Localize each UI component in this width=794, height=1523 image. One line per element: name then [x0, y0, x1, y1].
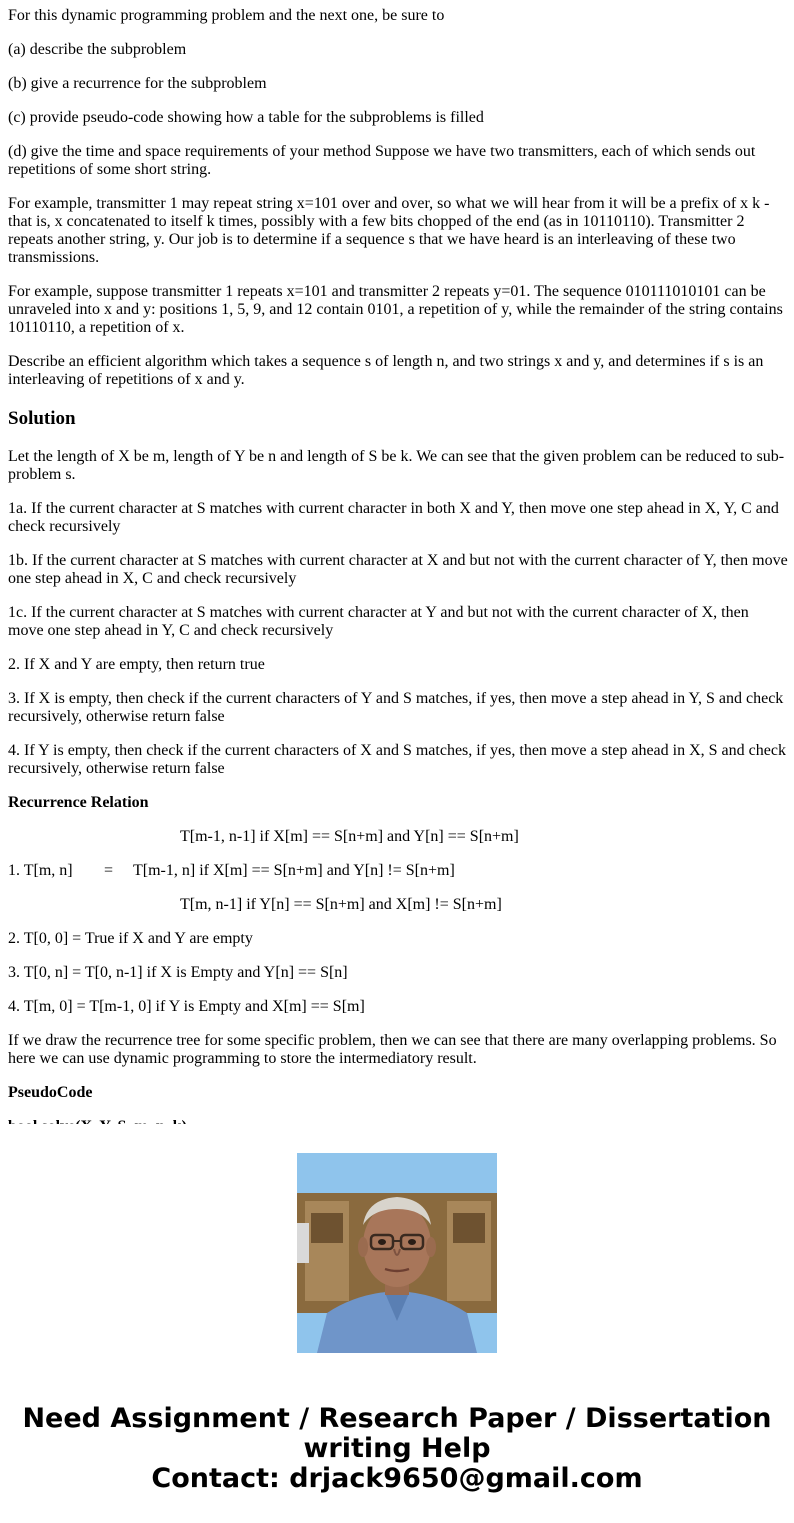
- promo-banner: [0, 1124, 794, 1523]
- author-portrait-image: [297, 1153, 497, 1353]
- pseudocode-heading: PseudoCode: [8, 1084, 93, 1101]
- solution-heading: Solution: [8, 408, 76, 429]
- question-example-2: For example, suppose transmitter 1 repeats x=101 and transmitter 2 repeats y=01. The sequence 010111010101 can be unraveled into x and y: positions 1, 5, 9, and 12 contain 0101, a repetition of y, while the remainder of the string contains 10110110, a repetition of x.: [8, 283, 783, 336]
- recurrence-equals: =: [104, 862, 114, 879]
- promo-headline-line-1: Need Assignment / Research Paper / Dissertation: [22, 1403, 772, 1434]
- recurrence-base-4: 4. T[m, 0] = T[m-1, 0] if Y is Empty and X[m] == S[m]: [8, 998, 365, 1015]
- recurrence-case-3: T[m, n-1] if Y[n] == S[n+m] and X[m] != S[n+m]: [180, 896, 502, 913]
- recurrence-heading: Recurrence Relation: [8, 794, 149, 811]
- solution-step-1c: 1c. If the current character at S matches with current character at Y and but not with the current character of X, then move one step ahead in Y, C and check recursively: [8, 604, 749, 639]
- solution-step-4: 4. If Y is empty, then check if the current characters of X and S matches, if yes, then move a step ahead in X, S and check recursively, otherwise return false: [8, 742, 786, 777]
- promo-contact-email[interactable]: Contact: drjack9650@gmail.com: [151, 1463, 643, 1494]
- solution-step-3: 3. If X is empty, then check if the current characters of Y and S matches, if yes, then move a step ahead in Y, S and check recursively, otherwise return false: [8, 690, 784, 725]
- question-intro: For this dynamic programming problem and the next one, be sure to: [8, 7, 445, 24]
- question-item-a: (a) describe the subproblem: [8, 41, 187, 58]
- question-item-b: (b) give a recurrence for the subproblem: [8, 75, 267, 92]
- recurrence-base-2: 2. T[0, 0] = True if X and Y are empty: [8, 930, 253, 947]
- recurrence-case-1: T[m-1, n-1] if X[m] == S[n+m] and Y[n] == S[n+m]: [180, 828, 519, 845]
- overlap-note: If we draw the recurrence tree for some specific problem, then we can see that there are many overlapping problems. So here we can use dynamic programming to store the intermediatory result.: [8, 1032, 777, 1067]
- recurrence-case-2: T[m-1, n] if X[m] == S[n+m] and Y[n] != S[n+m]: [133, 862, 455, 879]
- question-example-1: For example, transmitter 1 may repeat string x=101 over and over, so what we will hear from it will be a prefix of x k - that is, x concatenated to itself k times, possibly with a few bits chopped of the end (as in 10110110). Transmitter 2 repeats another string, y. Our job is to determine if a sequence s that we have heard is an interleaving of these two transmissions.: [8, 195, 770, 266]
- author-avatar: [297, 1153, 497, 1353]
- question-item-c: (c) provide pseudo-code showing how a table for the subproblems is filled: [8, 109, 484, 126]
- solution-step-1b: 1b. If the current character at S matches with current character at X and but not with the current character of Y, then move one step ahead in X, C and check recursively: [8, 552, 788, 587]
- solution-intro: Let the length of X be m, length of Y be n and length of S be k. We can see that the given problem can be reduced to sub-problem s.: [8, 448, 785, 483]
- recurrence-base-3: 3. T[0, n] = T[0, n-1] if X is Empty and Y[n] == S[n]: [8, 964, 348, 981]
- question-document: [8, 0, 788, 1124]
- question-item-d: (d) give the time and space requirements of your method Suppose we have two transmitters, each of which sends out repetitions of some short string.: [8, 143, 756, 178]
- recurrence-lhs: 1. T[m, n]: [8, 862, 73, 879]
- promo-headline-line-2: writing Help: [303, 1433, 491, 1464]
- solution-step-1a: 1a. If the current character at S matches with current character in both X and Y, then move one step ahead in X, Y, C and check recursively: [8, 500, 779, 535]
- question-task: Describe an efficient algorithm which takes a sequence s of length n, and two strings x and y, and determines if s is an interleaving of repetitions of x and y.: [8, 353, 764, 388]
- solution-step-2: 2. If X and Y are empty, then return true: [8, 656, 265, 673]
